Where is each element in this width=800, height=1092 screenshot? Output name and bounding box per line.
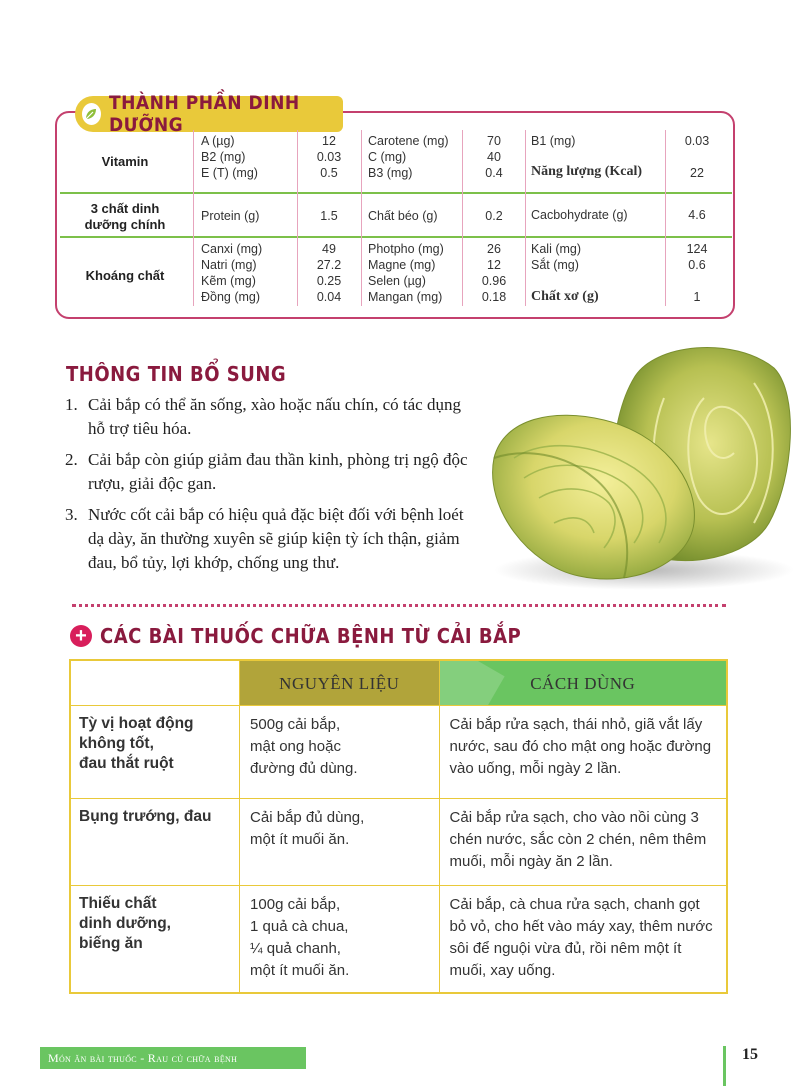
supplement-list [65, 393, 475, 582]
column-divider [361, 130, 362, 306]
nutrient-value-fiber: 1 [693, 290, 701, 304]
table-header-empty [70, 660, 240, 706]
nutrient-values: 49 27.2 0.25 0.04 [316, 242, 342, 304]
disease-cell: Bụng trướng, đau [70, 799, 240, 886]
footer-book-title: Món ăn bài thuốc - Rau củ chữa bệnh [40, 1047, 306, 1069]
remedies-title-row [70, 624, 521, 648]
header-ingredients: NGUYÊN LIỆU [240, 660, 439, 706]
cabbage-image [484, 338, 796, 598]
page-number-bar [723, 1046, 726, 1086]
usage-cell: Cải bắp rửa sạch, thái nhỏ, giã vắt lấy nước, sau đó cho mật ong hoặc đường vào uống, mỗi ngày 2 lần. [439, 706, 727, 799]
remedies-title: CÁC BÀI THUỐC CHỮA BỆNH TỪ CẢI BẮP [100, 624, 522, 648]
nutrient-values: 70 40 0.4 [485, 134, 503, 180]
row-divider [60, 192, 732, 194]
table-row [70, 799, 727, 886]
nutrient-names: Photpho (mg) Magne (mg) Selen (µg) Mangan (mg) [368, 242, 444, 304]
ingredients-cell: 100g cải bắp, 1 quả cà chua, ¼ quả chanh, một ít muối ăn. [240, 886, 439, 994]
column-divider [525, 130, 526, 306]
supplement-title: THÔNG TIN BỔ SUNG [66, 362, 287, 386]
nutrient-values: 124 0.6 [686, 242, 708, 272]
remedies-table [69, 659, 728, 994]
table-row [70, 706, 727, 799]
row-divider [60, 236, 732, 238]
nutrient-value: 0.03 [684, 134, 710, 148]
row-label-vitamin: Vitamin [101, 154, 149, 169]
plus-icon: + [70, 625, 92, 647]
list-item: 3. Nước cốt cải bắp có hiệu quả đặc biệt đối với bệnh loét dạ dày, ăn thường xuyên sẽ giúp kiện tỳ ích thận, giảm đau, bổ tủy, lợi khớp, chống ung thư. [65, 505, 464, 572]
header-usage: CÁCH DÙNG [439, 660, 727, 706]
nutrition-title: THÀNH PHẦN DINH DƯỠNG [108, 92, 300, 136]
disease-cell: Tỳ vị hoạt động không tốt, đau thắt ruột [70, 706, 240, 799]
nutrition-title-badge [75, 92, 343, 136]
nutrient-names: Carotene (mg) C (mg) B3 (mg) [368, 134, 449, 180]
nutrient-value: 4.6 [688, 208, 706, 222]
disease-cell: Thiếu chất dinh dưỡng, biếng ăn [70, 886, 240, 994]
nutrient-names: A (µg) B2 (mg) E (T) (mg) [201, 134, 258, 180]
leaf-icon [82, 103, 101, 125]
nutrient-name: Chất béo (g) [368, 209, 438, 223]
nutrient-name: Protein (g) [201, 209, 260, 223]
row-label-minerals: Khoáng chất [85, 268, 165, 283]
nutrient-names: Canxi (mg) Natri (mg) Kẽm (mg) Đồng (mg) [201, 242, 263, 304]
row-label-macronutrients: 3 chất dinh dưỡng chính [84, 201, 166, 232]
nutrient-value-energy: 22 [690, 166, 704, 180]
nutrient-names: Kali (mg) Sắt (mg) [531, 242, 582, 272]
list-item: 2. Cải bắp còn giúp giảm đau thần kinh, phòng trị ngộ độc rượu, giải độc gan. [65, 450, 468, 493]
list-item: 1. Cải bắp có thể ăn sống, xào hoặc nấu chín, có tác dụng hỗ trợ tiêu hóa. [65, 395, 461, 438]
dotted-divider [72, 604, 726, 607]
table-row [70, 886, 727, 994]
column-divider [193, 130, 194, 306]
usage-cell: Cải bắp, cà chua rửa sạch, chanh gọt bỏ vỏ, cho hết vào máy xay, thêm nước sôi để nguội vừa đủ, rồi nêm một ít muối, xay uống. [439, 886, 727, 994]
table-header-row [70, 660, 727, 706]
ingredients-cell: Cải bắp đủ dùng, một ít muối ăn. [240, 799, 439, 886]
nutrient-value: 0.2 [485, 209, 503, 223]
page-number: 15 [742, 1046, 758, 1063]
nutrient-name: B1 (mg) [531, 134, 576, 148]
nutrient-value: 1.5 [320, 209, 338, 223]
nutrient-name: Cacbohydrate (g) [531, 208, 628, 222]
nutrient-values: 12 0.03 0.5 [316, 134, 342, 180]
usage-cell: Cải bắp rửa sạch, cho vào nồi cùng 3 chén nước, sắc còn 2 chén, nêm thêm muối, mỗi ngày ăn 2 lần. [439, 799, 727, 886]
nutrient-values: 26 12 0.96 0.18 [481, 242, 507, 304]
nutrient-name-energy: Năng lượng (Kcal) [531, 164, 643, 179]
ingredients-cell: 500g cải bắp, mật ong hoặc đường đủ dùng. [240, 706, 439, 799]
nutrient-name-fiber: Chất xơ (g) [531, 289, 599, 304]
